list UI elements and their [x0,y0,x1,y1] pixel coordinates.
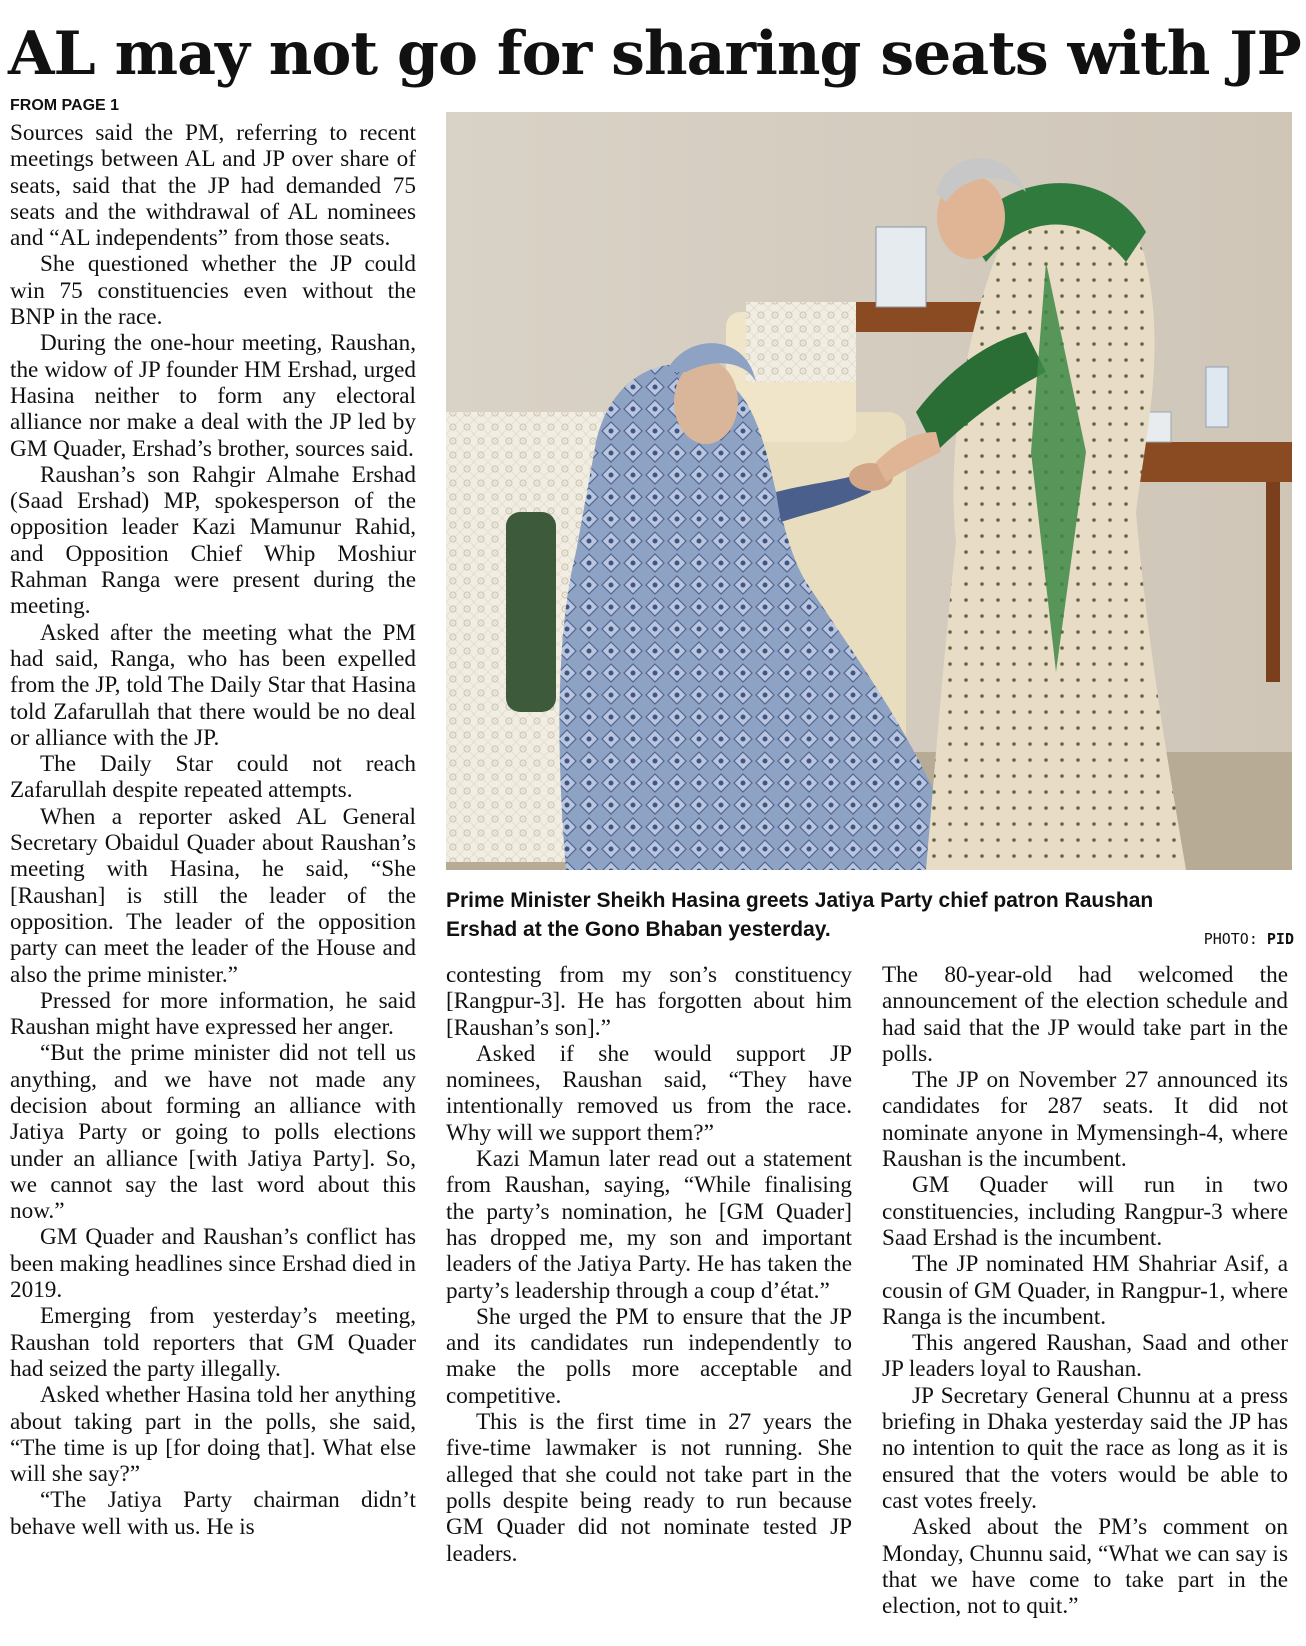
article-paragraph: The JP on November 27 announced its candidates for 287 seats. It did not nominate anyone in Mymensingh-4, where Raushan is the incumbent. [882,1067,1288,1173]
photo-caption: Prime Minister Sheikh Hasina greets Jatiya Party chief patron Raushan Ershad at the Gono Bhaban yesterday. [446,889,1154,941]
photo-credit [1204,930,1294,948]
article-paragraph: GM Quader will run in two constituencies, including Rangpur-3 where Saad Ershad is the incumbent. [882,1172,1288,1251]
article-paragraph: She questioned whether the JP could win 75 constituencies even without the BNP in the race. [10,251,416,331]
article-column-3 [882,962,1288,1619]
article-paragraph: During the one-hour meeting, Raushan, the widow of JP founder HM Ershad, urged Hasina neither to form any electoral alliance nor make a deal with the JP led by GM Quader, Ershad’s brother, sources said. [10,330,416,462]
article-paragraph: Pressed for more information, he said Raushan might have expressed her anger. [10,987,416,1041]
headline: AL may not go for sharing seats with JP [8,19,1301,89]
article-paragraph: Asked after the meeting what the PM had said, Ranga, who has been expelled from the JP, told The Daily Star that Hasina told Zafarullah that there would be no deal or alliance with the JP. [10,619,416,751]
article-paragraph: The 80-year-old had welcomed the announcement of the election schedule and had said that the JP would take part in the polls. [882,962,1288,1067]
article-paragraph: Kazi Mamun later read out a statement from Raushan, saying, “While finalising the party’s nomination, he [GM Quader] has dropped me, my son and important leaders of the Jatiya Party. He has taken the party’s leadership through a coup d’état.” [446,1146,852,1304]
news-photo [446,112,1292,870]
article-paragraph: She urged the PM to ensure that the JP and its candidates run independently to make the polls more acceptable and competitive. [446,1303,852,1409]
article-paragraph: This angered Raushan, Saad and other JP leaders loyal to Raushan. [882,1330,1288,1383]
article-paragraph: Asked about the PM’s comment on Monday, Chunnu said, “What we can say is that we have come to take part in the election, not to quit.” [882,1514,1288,1620]
article-paragraph: Raushan’s son Rahgir Almahe Ershad (Saad Ershad) MP, spokesperson of the opposition leader Kazi Mamunur Rahid, and Opposition Chief Whip Moshiur Rahman Ranga were present during the meeting. [10,461,416,620]
article-paragraph: “But the prime minister did not tell us anything, and we have not made any decision about forming an alliance with Jatiya Party or going to polls elections under an alliance [with Jatiya Party]. So, we cannot say the last word about this now.” [10,1040,416,1225]
article-paragraph: contesting from my son’s constituency [Rangpur-3]. He has forgotten about him [Raushan’s son].” [446,962,852,1041]
article-paragraph: The Daily Star could not reach Zafarullah despite repeated attempts. [10,751,416,804]
article-column-1 [10,120,416,1540]
article-paragraph: Asked whether Hasina told her anything about taking part in the polls, she said, “The time is up [for doing that]. What else will she say?” [10,1382,416,1488]
article-paragraph: GM Quader and Raushan’s conflict has been making headlines since Ershad died in 2019. [10,1224,416,1304]
article-column-2 [446,962,852,1567]
article-paragraph: This is the first time in 27 years the five-time lawmaker is not running. She alleged that she could not take part in the polls despite being ready to run because GM Quader did not nominate tested JP leaders. [446,1409,852,1567]
article-paragraph: “The Jatiya Party chairman didn’t behave well with us. He is [10,1487,416,1540]
page-continuation-kicker: FROM PAGE 1 [10,97,120,114]
article-paragraph: When a reporter asked AL General Secretary Obaidul Quader about Raushan’s meeting with Hasina, he said, “She [Raushan] is still the leader of the opposition. The leader of the opposition party can meet the leader of the House and also the prime minister.” [10,803,416,988]
article-paragraph: Sources said the PM, referring to recent meetings between AL and JP over share of seats, said that the JP had demanded 75 seats and the withdrawal of AL nominees and “AL independents” from those seats. [10,120,416,252]
article-paragraph: JP Secretary General Chunnu at a press briefing in Dhaka yesterday said the JP has no intention to quit the race as long as it is ensured that the voters would be able to cast votes freely. [882,1382,1288,1514]
photo-credit-label: PHOTO: [1203,930,1258,948]
photo-credit-source: PID [1266,930,1294,948]
article-paragraph: The JP nominated HM Shahriar Asif, a cousin of GM Quader, in Rangpur-1, where Ranga is the incumbent. [882,1251,1288,1330]
article-paragraph: Asked if she would support JP nominees, Raushan said, “They have intentionally removed us from the race. Why will we support them?” [446,1040,852,1146]
article-paragraph: Emerging from yesterday’s meeting, Raushan told reporters that GM Quader had seized the party illegally. [10,1303,416,1382]
